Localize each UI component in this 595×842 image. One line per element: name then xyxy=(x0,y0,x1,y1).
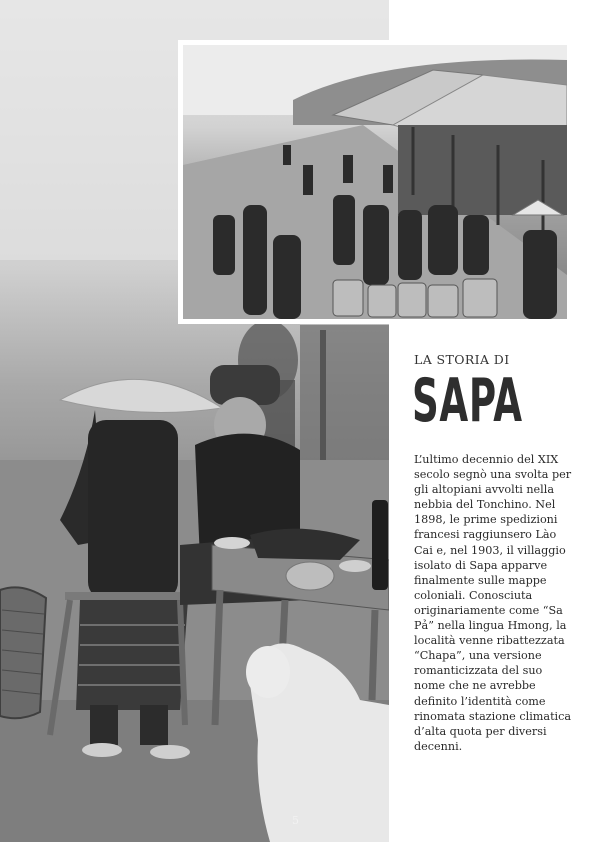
article-title: SAPA xyxy=(412,366,523,436)
page-number: 5 xyxy=(292,814,299,827)
inset-photo-street-market xyxy=(183,45,567,319)
inset-photo-frame xyxy=(178,40,572,324)
article-body-text: L’ultimo decennio del XIX secolo segnò una svolta per gli altopiani avvolti nella nebbia del Tonchino. Nel 1898, le prime spedizioni francesi raggiunsero Lào Cai e, nel 1903, il villaggio isolato di Sapa apparve finalmente sulle mappe coloniali. Conosciuta originariamente come “Sa Pả” nella lingua Hmong, la località venne ribattezzata “Chapa”, una versione romanticizzata del suo nome che ne avrebbe definito l’identità come rinomata stazione climatica d’alta quota per diversi decenni. xyxy=(414,453,572,753)
article-kicker: LA STORIA DI xyxy=(414,352,510,367)
inset-photo-illustration xyxy=(183,45,567,319)
